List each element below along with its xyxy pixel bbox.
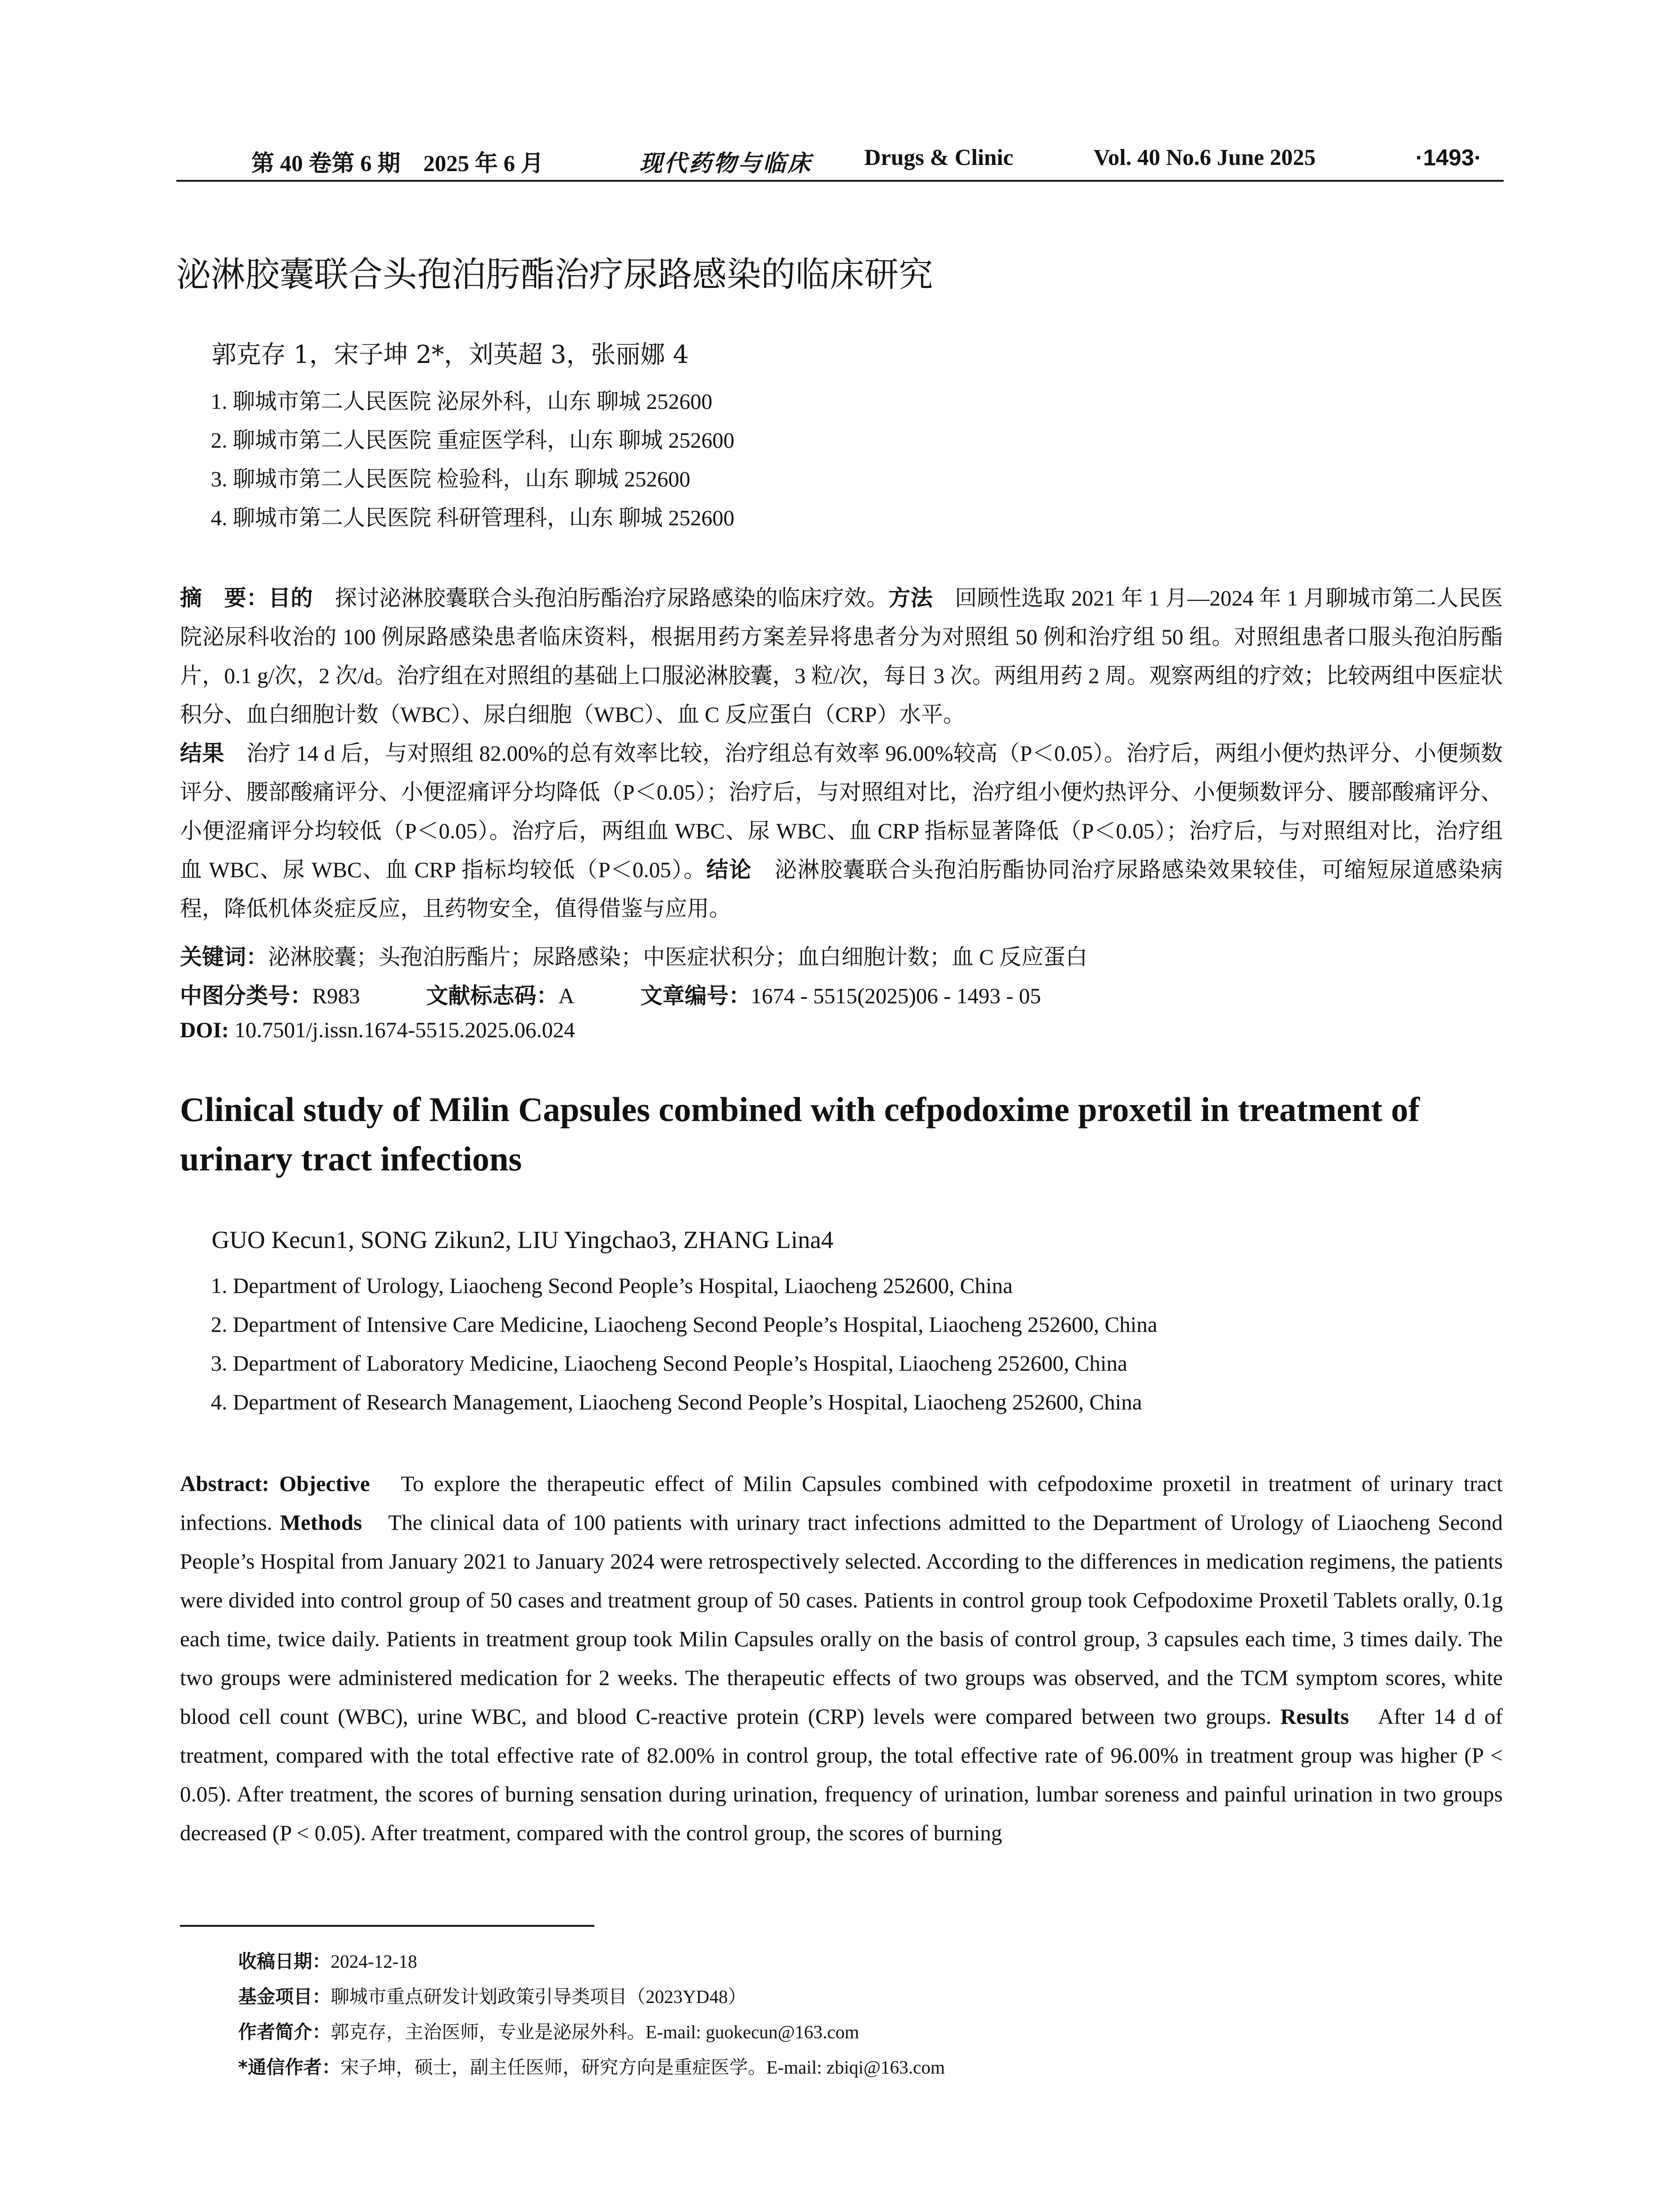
doi-label: DOI: xyxy=(180,1017,229,1042)
cn-affiliation-2: 2. 聊城市第二人民医院 重症医学科，山东 聊城 252600 xyxy=(211,428,735,452)
cn-abstract xyxy=(180,579,1503,928)
doi-line xyxy=(180,1017,575,1043)
cn-clc-label: 中图分类号： xyxy=(180,983,312,1009)
corresponding-text: 宋子坤，硕士，副主任医师，研究方向是重症医学。E-mail: zbiqi@163.com xyxy=(340,2058,945,2078)
cn-clc-value: R983 xyxy=(312,983,360,1008)
cn-affiliation-1: 1. 聊城市第二人民医院 泌尿外科，山东 聊城 252600 xyxy=(211,389,713,414)
en-affiliation-2: 2. Department of Intensive Care Medicine, Liaocheng Second People’s Hospital, Liaocheng 252600, China xyxy=(211,1312,1157,1337)
cn-authors: 郭克存 1，宋子坤 2*，刘英超 3，张丽娜 4 xyxy=(212,340,689,369)
header-journal-cn: 现代药物与临床 xyxy=(639,151,813,176)
cn-doc-code-label: 文献标志码： xyxy=(426,983,559,1009)
cn-abstract-label: 摘 要： xyxy=(180,585,269,611)
cn-keywords xyxy=(180,939,1087,971)
received-label: 收稿日期： xyxy=(238,1951,331,1972)
cn-keywords-label: 关键词： xyxy=(180,944,268,970)
running-header xyxy=(176,140,1504,182)
cn-classification-line xyxy=(180,978,1041,1010)
header-journal-en: Drugs & Clinic xyxy=(864,145,1013,170)
doi-link[interactable]: 10.7501/j.issn.1674-5515.2025.06.024 xyxy=(229,1017,575,1042)
header-issue: 第 40 卷第 6 期 2025 年 6 月 xyxy=(251,151,544,176)
cn-doc-code-value: A xyxy=(558,983,575,1008)
author-bio-label: 作者简介： xyxy=(238,2021,331,2043)
footnote-received xyxy=(238,1947,417,1973)
cn-article-no-label: 文章编号： xyxy=(640,983,751,1009)
received-date: 2024-12-18 xyxy=(331,1952,417,1972)
cn-keywords-text: 泌淋胶囊；头孢泊肟酯片；尿路感染；中医症状积分；血白细胞计数；血 C 反应蛋白 xyxy=(268,945,1088,969)
author-bio-text: 郭克存，主治医师，专业是泌尿外科。E-mail: guokecun@163.com xyxy=(331,2022,859,2043)
footnote-author xyxy=(238,2018,859,2044)
cn-results-label: 结果 xyxy=(180,740,224,766)
en-abstract-label: Abstract: Objective xyxy=(180,1471,370,1496)
cn-methods-label: 方法 xyxy=(888,585,933,611)
cn-results-text: 治疗 14 d 后，与对照组 82.00%的总有效率比较，治疗组总有效率 96.00%较高（P＜0.05）。治疗后，两组小便灼热评分、小便频数评分、腰部酸痛评分、小便涩痛评分均降低（P＜0.05）；治疗后，与对照组对比，治疗组小便灼热评分、小便频数评分、腰部酸痛评分、小便涩痛评分均较低（P＜0.05）。治疗后，两组血 WBC、尿 WBC、血 CRP 指标显著降低（P＜0.05）；治疗后，与对照组对比，治疗组血 WBC、尿 WBC、血 CRP 指标均较低（P＜0.05）。 xyxy=(180,741,1503,882)
fund-label: 基金项目： xyxy=(238,1986,331,2007)
cn-title: 泌淋胶囊联合头孢泊肟酯治疗尿路感染的临床研究 xyxy=(176,255,933,295)
header-page-number: ·1493· xyxy=(1415,145,1482,171)
cn-affiliation-3: 3. 聊城市第二人民医院 检验科，山东 聊城 252600 xyxy=(211,467,691,491)
en-results-text: After 14 d of treatment, compared with the total effective rate of 82.00% in control group, the total effective rate of 96.00% in treatment group was higher (P < 0.05). After treatment, the scores of burning sensation during urination, frequency of urination, lumbar soreness and painful urination in two groups decreased (P < 0.05). After treatment, compared with the control group, the scores of burning xyxy=(180,1704,1503,1845)
corresponding-label: *通信作者： xyxy=(238,2056,340,2078)
en-abstract xyxy=(180,1464,1503,1852)
footnote-fund xyxy=(238,1982,747,2009)
en-title: Clinical study of Milin Capsules combined with cefpodoxime proxetil in treatment of urinary tract infections xyxy=(180,1090,1420,1178)
cn-conclusion-text: 泌淋胶囊联合头孢泊肟酯协同治疗尿路感染效果较佳，可缩短尿道感染病程，降低机体炎症反应，且药物安全，值得借鉴与应用。 xyxy=(180,857,1503,921)
fund-text: 聊城市重点研发计划政策引导类项目（2023YD48） xyxy=(331,1987,747,2007)
en-authors: GUO Kecun1, SONG Zikun2, LIU Yingchao3, ZHANG Lina4 xyxy=(212,1226,834,1254)
footnote-corresponding xyxy=(238,2053,945,2079)
cn-article-no-value: 1674 - 5515(2025)06 - 1493 - 05 xyxy=(750,983,1041,1008)
cn-objective-label: 目的 xyxy=(268,585,313,611)
en-affiliation-3: 3. Department of Laboratory Medicine, Liaocheng Second People’s Hospital, Liaocheng 252600, China xyxy=(211,1351,1127,1375)
header-volume: Vol. 40 No.6 June 2025 xyxy=(1094,145,1316,170)
en-affiliation-4: 4. Department of Research Management, Liaocheng Second People’s Hospital, Liaocheng 252600, China xyxy=(211,1390,1142,1414)
cn-objective-text: 探讨泌淋胶囊联合头孢泊肟酯治疗尿路感染的临床疗效。 xyxy=(313,586,889,610)
cn-conclusion-label: 结论 xyxy=(706,857,752,882)
en-methods-label: Methods xyxy=(280,1510,362,1535)
cn-affiliation-4: 4. 聊城市第二人民医院 科研管理科，山东 聊城 252600 xyxy=(211,505,735,530)
footnote-divider xyxy=(180,1925,594,1927)
cn-methods-text: 回顾性选取 2021 年 1 月—2024 年 1 月聊城市第二人民医院泌尿科收治的 100 例尿路感染患者临床资料，根据用药方案差异将患者分为对照组 50 例和治疗组 50 组。对照组患者口服头孢泊肟酯片，0.1 g/次，2 次/d。治疗组在对照组的基础上口服泌淋胶囊，3 粒/次，每日 3 次。两组用药 2 周。观察两组的疗效；比较两组中医症状积分、血白细胞计数（WBC）、尿白细胞（WBC）、血 C 反应蛋白（CRP）水平。 xyxy=(180,586,1503,727)
en-objective-text: To explore the therapeutic effect of Milin Capsules combined with cefpodoxime proxetil in treatment of urinary tract infections. xyxy=(180,1471,1503,1535)
en-affiliation-1: 1. Department of Urology, Liaocheng Second People’s Hospital, Liaocheng 252600, China xyxy=(211,1273,1013,1298)
en-methods-text: The clinical data of 100 patients with urinary tract infections admitted to the Department of Urology of Liaocheng Second People’s Hospital from January 2021 to January 2024 were retrospectively selected. According to the differences in medication regimens, the patients were divided into control group of 50 cases and treatment group of 50 cases. Patients in control group took Cefpodoxime Proxetil Tablets orally, 0.1g each time, twice daily. Patients in treatment group took Milin Capsules orally on the basis of control group, 3 capsules each time, 3 times daily. The two groups were administered medication for 2 weeks. The therapeutic effects of two groups was observed, and the TCM symptom scores, white blood cell count (WBC), urine WBC, and blood C-reactive protein (CRP) levels were compared between two groups. xyxy=(180,1510,1503,1729)
en-results-label: Results xyxy=(1280,1704,1349,1729)
